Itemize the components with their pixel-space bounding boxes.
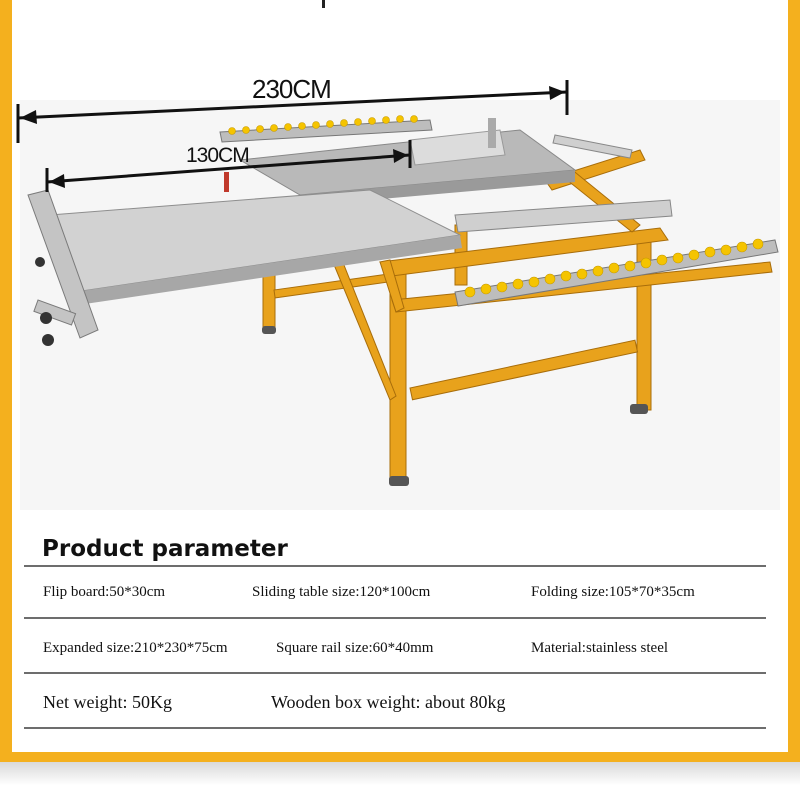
param-folding-size: Folding size:105*70*35cm (531, 584, 695, 600)
overall-length-label: 230CM (252, 74, 331, 104)
frame-shadow (0, 762, 800, 801)
param-sliding-table-size: Sliding table size:120*100cm (252, 584, 431, 600)
param-expanded-size: Expanded size:210*230*75cm (43, 640, 228, 656)
param-square-rail-size: Square rail size:60*40mm (276, 640, 434, 656)
table-divider (24, 727, 766, 729)
table-divider (24, 617, 766, 619)
section-title: Product parameter (42, 536, 288, 562)
param-flip-board: Flip board:50*30cm (43, 584, 166, 600)
table-divider (24, 565, 766, 567)
param-box-weight: Wooden box weight: about 80kg (271, 692, 506, 712)
extension-rail (455, 200, 672, 232)
param-material: Material:stainless steel (531, 640, 669, 656)
sliding-length-label: 130CM (186, 144, 249, 167)
frame-border-bottom (0, 752, 800, 762)
roller-bar-back (220, 120, 432, 142)
table-divider (24, 672, 766, 674)
param-net-weight: Net weight: 50Kg (43, 692, 172, 712)
